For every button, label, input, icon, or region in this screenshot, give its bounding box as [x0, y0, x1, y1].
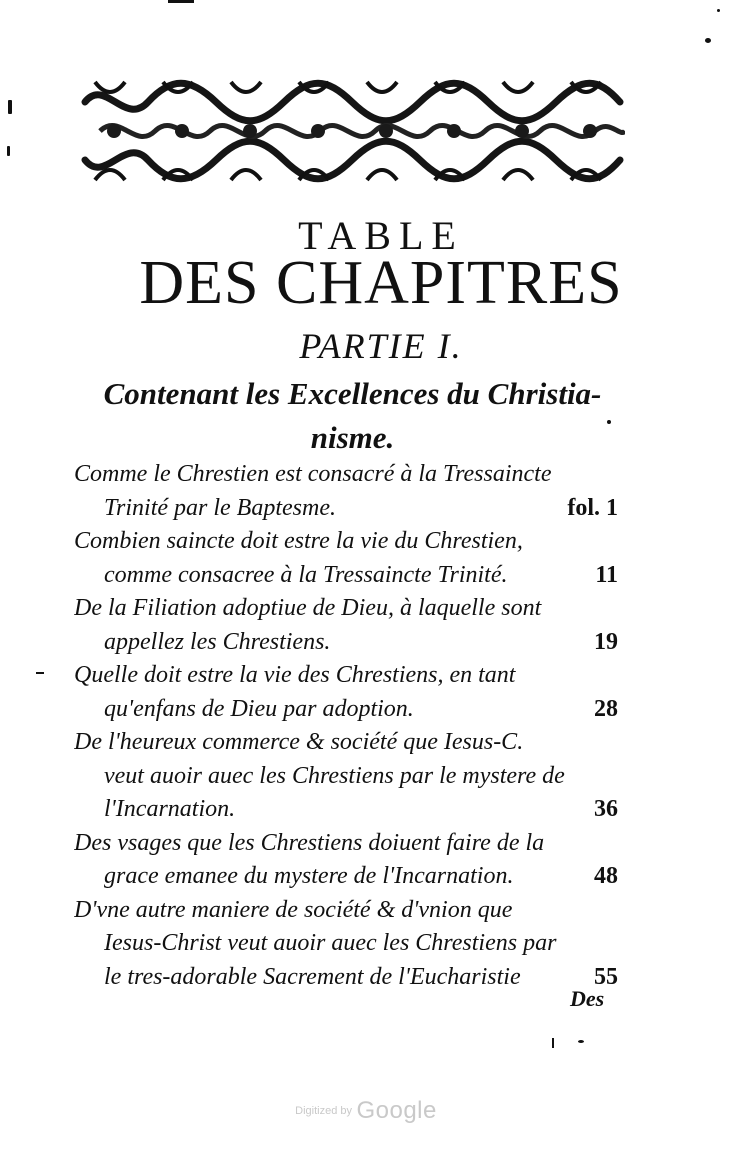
folio-number: 55 [594, 963, 618, 990]
entry-line: D'vne autre maniere de société & d'vnion que [74, 896, 513, 923]
toc-entry [74, 458, 618, 525]
entry-line: l'Incarnation. [104, 796, 236, 822]
entry-line: Comme le Chrestien est consacré à la Tressaincte [74, 461, 552, 487]
entry-line: comme consacree à la Tressaincte Trinité. [104, 561, 508, 588]
entry-line: Des vsages que les Chrestiens doiuent faire de la [74, 829, 545, 856]
scan-speck [717, 9, 720, 12]
scan-speck [8, 100, 12, 114]
folio-number: 36 [594, 796, 618, 822]
scan-speck [578, 1040, 584, 1043]
ornamental-headpiece [80, 72, 625, 190]
folio-number: 11 [595, 561, 618, 588]
entry-line: De la Filiation adoptiue de Dieu, à laquelle sont [74, 595, 542, 621]
folio-number: 48 [594, 863, 618, 889]
toc-entry [74, 592, 618, 659]
entry-line: De l'heureux commerce & société que Iesus-C. [74, 729, 524, 755]
scan-speck [36, 672, 44, 674]
scan-speck [607, 420, 611, 424]
digitized-by-text: Digitized by [295, 1105, 352, 1117]
entry-line: Quelle doit estre la vie des Chrestiens, en tant [74, 662, 516, 688]
folio-number: fol. 1 [567, 494, 618, 521]
entry-line: veut auoir auec les Chrestiens par le mystere de [104, 762, 565, 789]
google-logo-text: Google [356, 1097, 437, 1124]
entry-line: Trinité par le Baptesme. [104, 494, 336, 521]
ornament-pattern [80, 72, 625, 190]
table-of-contents [74, 458, 618, 994]
entry-line: appellez les Chrestiens. [104, 628, 331, 655]
catchword: Des [570, 986, 605, 1011]
title-des-chapitres: DES CHAPITRES [139, 249, 623, 317]
scan-speck [705, 38, 711, 43]
folio-number: 28 [594, 695, 618, 722]
part-heading: PARTIE I. [299, 326, 463, 366]
toc-entry [74, 726, 618, 827]
scan-speck [168, 0, 194, 3]
toc-entry [74, 525, 618, 592]
subtitle-line: nisme. [310, 420, 395, 455]
entry-line: Combien saincte doit estre la vie du Chrestien, [74, 528, 523, 554]
entry-line: le tres-adorable Sacrement de l'Eucharistie [104, 963, 521, 990]
scan-speck [552, 1038, 554, 1048]
toc-entry [74, 827, 618, 894]
entry-line: grace emanee du mystere de l'Incarnation. [104, 863, 514, 889]
folio-number: 19 [594, 628, 618, 655]
part-subtitle [80, 372, 625, 460]
digitized-watermark [0, 1097, 732, 1125]
toc-entry [74, 659, 618, 726]
subtitle-line: Contenant les Excellences du Christia- [103, 376, 602, 411]
title-table: TABLE [298, 213, 464, 258]
entry-line: Iesus-Christ veut auoir auec les Chrestiens par [104, 930, 557, 956]
entry-line: qu'enfans de Dieu par adoption. [104, 695, 414, 722]
toc-entry [74, 894, 618, 995]
scan-speck [7, 146, 10, 156]
